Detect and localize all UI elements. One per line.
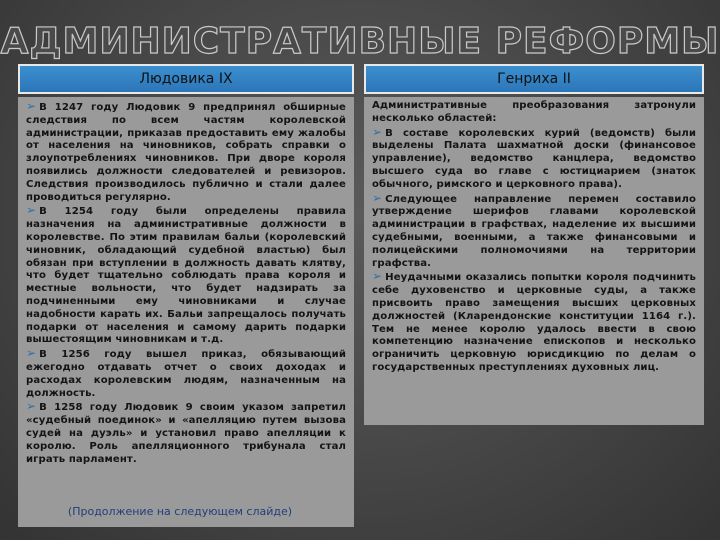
right-column-header: Генриха II [364, 64, 704, 94]
left-paragraph-2-text: В 1254 году были определены правила назначения на административные должности в королевстве. По этим правилам бальи (королевский чиновник, обладающий судебной властью) был обязан при вступлении в должность давать клятву, что будет тщательно соблюдать права короля и местные вольности, что будет надзирать за подчиненными ему чиновниками и случае надобности карать их. Бальи запрещалось получать подарки от населения и самому дарить подарки вышестоящим чиновникам и т.д. [26, 206, 346, 346]
left-paragraph-2 [26, 204, 346, 347]
left-paragraph-1-text: В 1247 году Людовик 9 предпринял обширные следствия по всем частям королевской администрации, приказав предоставить ему жалобы от населения на чиновников, собрать справки о злоупотреблениях чиновников. При дворе короля появились должности следователей и ревизоров. Следствия производилось публично и стали далее проводиться регулярно. [26, 102, 346, 203]
left-paragraph-3 [26, 347, 346, 400]
right-paragraph-4-text: Неудачными оказались попытки короля подчинить себе духовенство и церковные суды, а также присвоить право замещения высших церковных должностей (Кларендонские конституции 1164 г.). Тем не менее королю удалось ввести в свою компетенцию назначение епископов и несколько ограничить церковную юрисдикцию по делам о государственных преступлениях духовных лиц. [372, 272, 696, 373]
left-text-panel [18, 97, 354, 527]
arrow-bullet-icon: ➢ [26, 99, 37, 113]
right-text-panel [364, 97, 704, 425]
continuation-note: (Продолжение на следующем слайде) [67, 505, 293, 518]
left-column-header: Людовика IX [18, 64, 354, 94]
arrow-bullet-icon: ➢ [372, 190, 383, 205]
slide-title: АДМИНИСТРАТИВНЫЕ РЕФОРМЫ [0, 21, 720, 62]
right-paragraph-2-text: В составе королевских курий (ведомств) были выделены Палата шахматной доски (финансовое управление), ведомство канцлера, ведомство высшего суда во главе с юстициарием (знаток обычного, римского и церковного права). [372, 127, 696, 190]
arrow-bullet-icon: ➢ [372, 269, 383, 284]
right-paragraph-1-text: Административные преобразования затронули несколько областей: [372, 100, 696, 124]
left-paragraph-4-text: В 1258 году Людовик 9 своим указом запретил «судебный поединок» и «апелляцию путем вызова судей на дуэль» и установил право апелляции к королю. Роль апелляционного трибунала стал играть парламент. [26, 402, 346, 465]
left-paragraph-4 [26, 400, 346, 466]
arrow-bullet-icon: ➢ [26, 203, 37, 218]
right-paragraph-1 [372, 100, 696, 126]
right-paragraph-4 [372, 270, 696, 374]
right-paragraph-2 [372, 126, 696, 192]
left-paragraph-3-text: В 1256 году вышел приказ, обязывающий ежегодно отдавать отчет о своих доходах и расходах королевским людям, назначенным на должность. [26, 349, 346, 399]
left-paragraph-1 [26, 100, 346, 204]
arrow-bullet-icon: ➢ [26, 346, 37, 361]
right-paragraph-3 [372, 192, 696, 271]
arrow-bullet-icon: ➢ [26, 399, 37, 414]
right-paragraph-3-text: Следующее направление перемен составило утверждение шерифов главами королевской администрации в графствах, наделение их высшими судебными, военными, а также финансовыми и полицейскими полномочиями на территории графства. [372, 193, 696, 269]
arrow-bullet-icon: ➢ [372, 124, 383, 139]
